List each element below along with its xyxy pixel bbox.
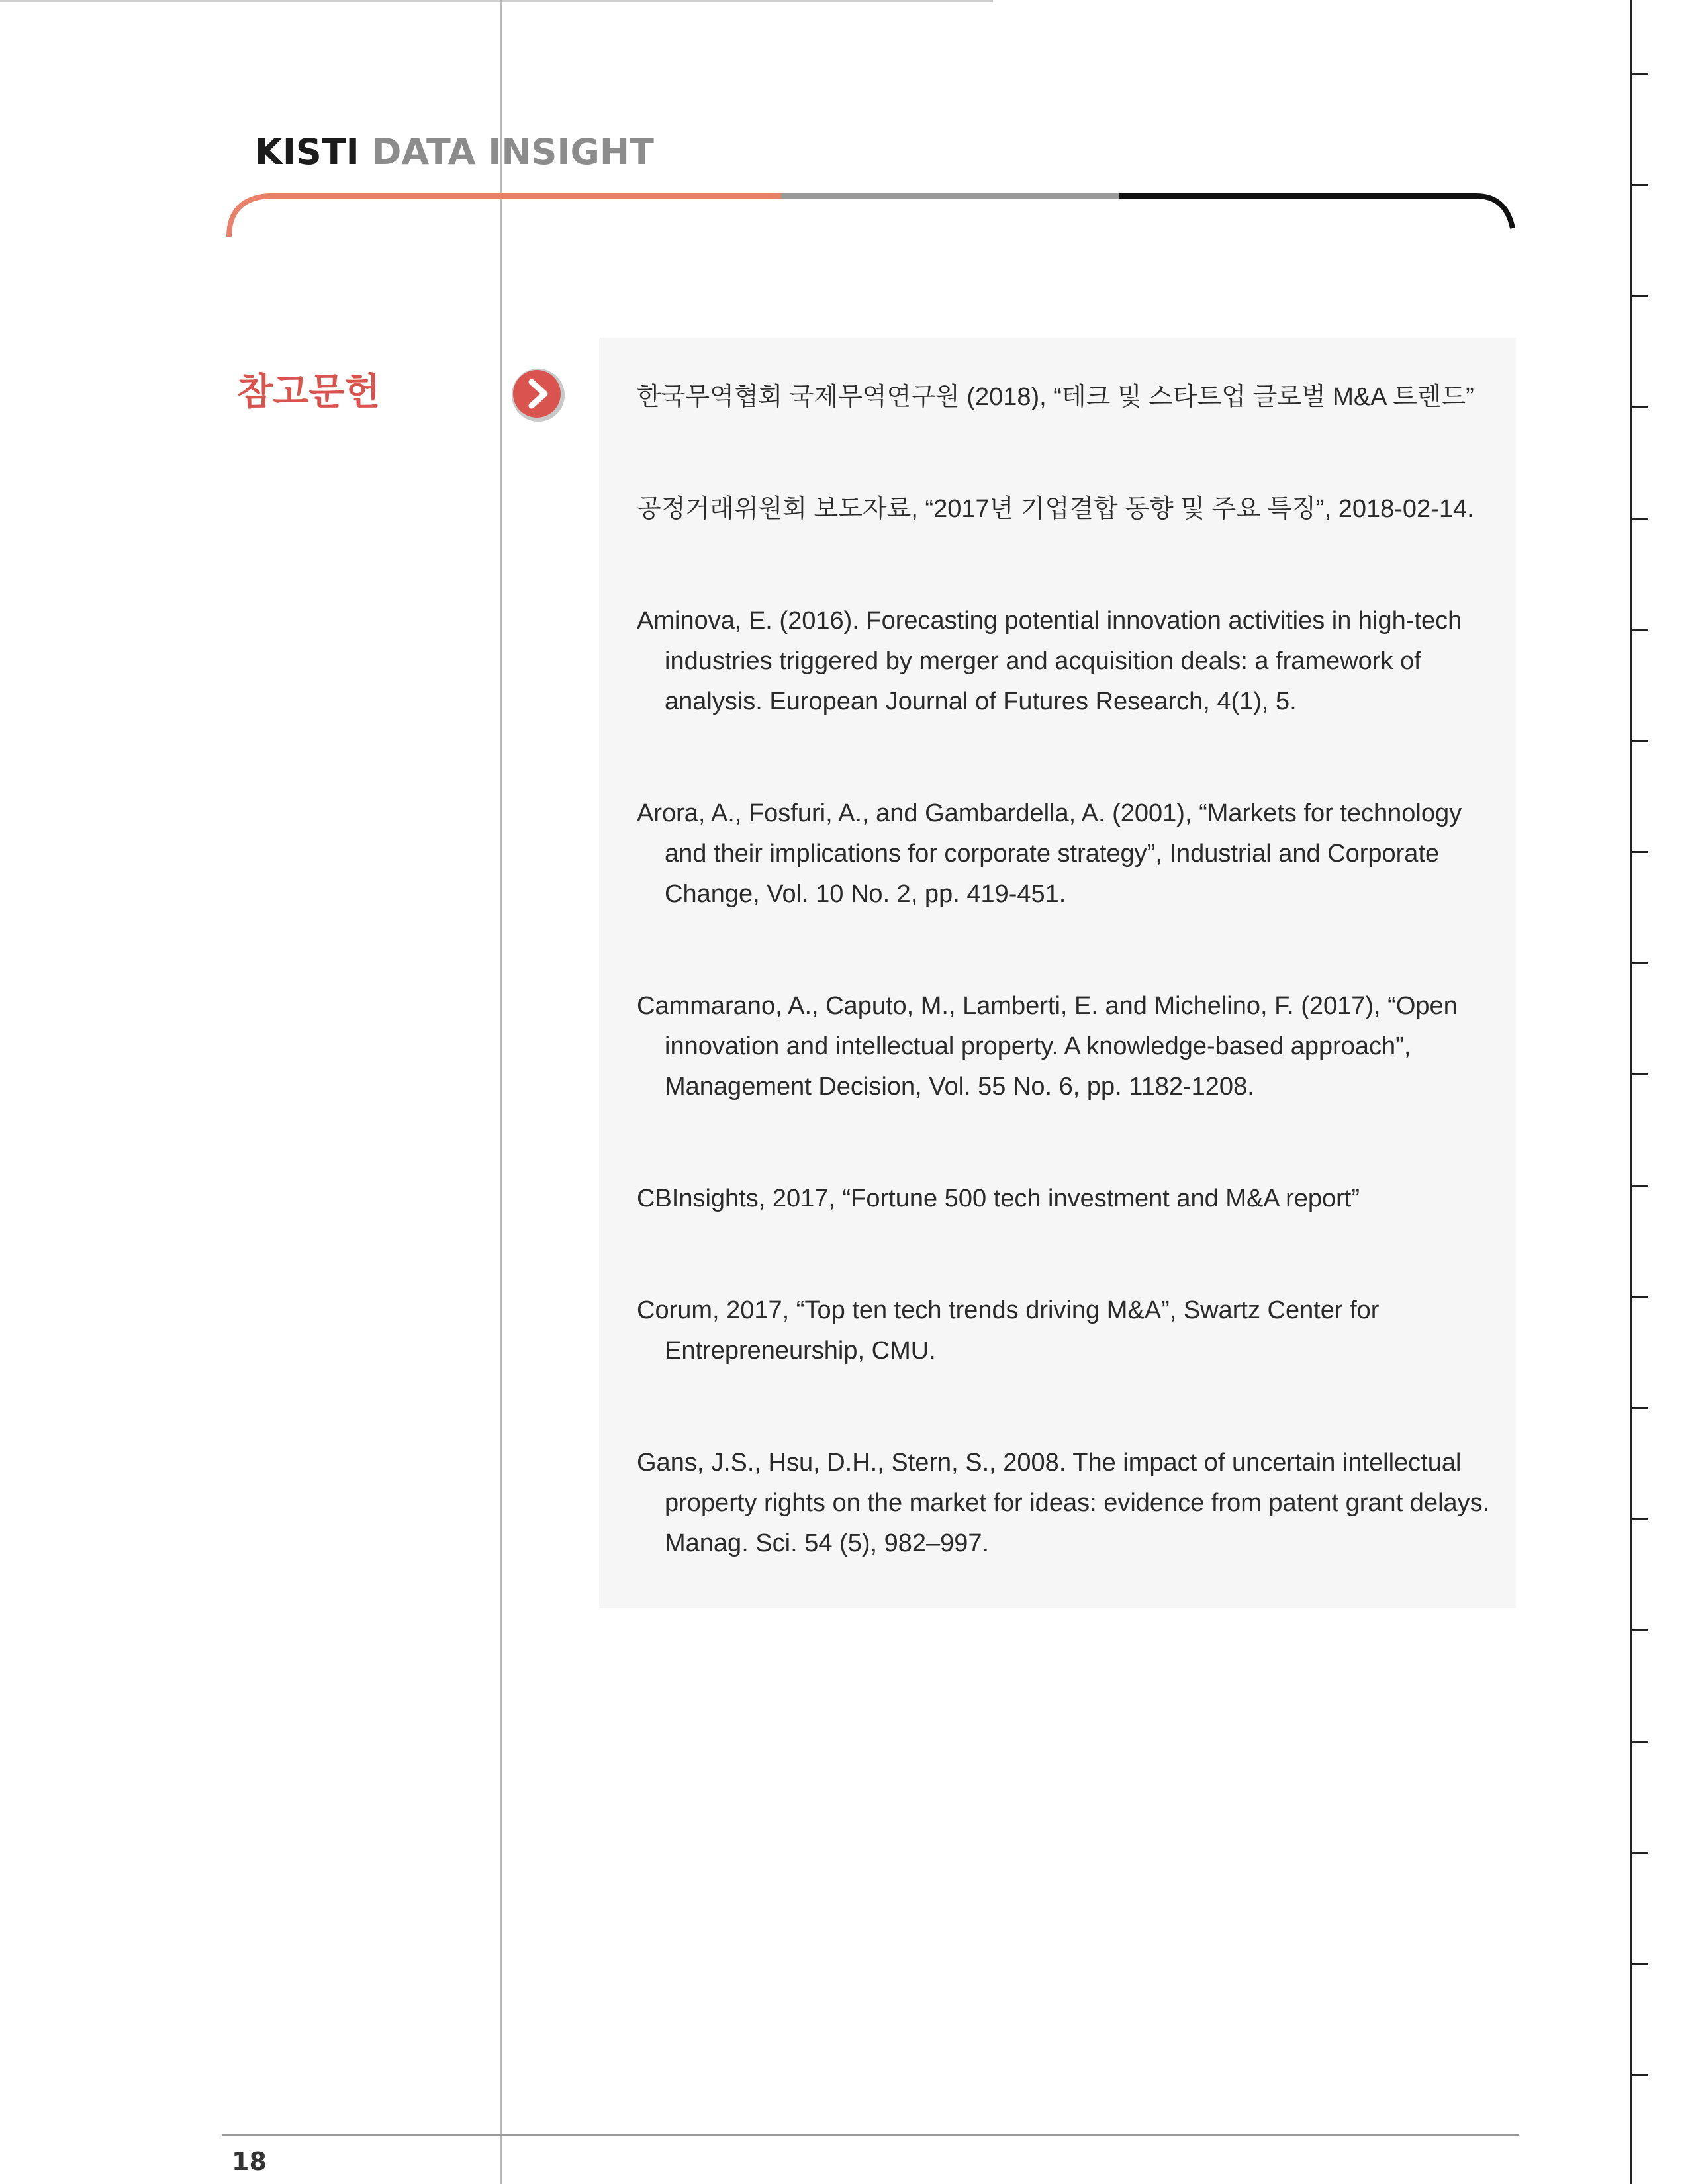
- page-number: 18: [232, 2147, 267, 2176]
- reference-item: 공정거래위원회 보도자료, “2017년 기업결합 동향 및 주요 특징”, 2018-02-14.: [637, 495, 1474, 523]
- binding-tick: [1630, 1852, 1648, 1854]
- binding-tick: [1630, 2074, 1648, 2076]
- brand-primary: KISTI: [255, 131, 359, 173]
- section-title: 참고문헌: [237, 371, 381, 414]
- binding-tick: [1630, 1629, 1648, 1631]
- reference-item: CBInsights, 2017, “Fortune 500 tech investment and M&A report”: [637, 1185, 1360, 1212]
- reference-item: Corum, 2017, “Top ten tech trends driving M&A”, Swartz Center for Entrepreneurship, CMU.: [637, 1297, 1380, 1365]
- binding-tick: [1630, 73, 1648, 75]
- binding-tick: [1630, 1185, 1648, 1187]
- binding-tick: [1630, 740, 1648, 742]
- binding-tick: [1630, 295, 1648, 297]
- reference-item: Arora, A., Fosfuri, A., and Gambardella, A. (2001), “Markets for technology and their implications for corporate strategy”, Industrial and Corporate Change, Vol. 10 No. 2, pp. 419-451.: [637, 799, 1462, 908]
- header-rule: [218, 179, 1542, 251]
- binding-tick: [1630, 184, 1648, 186]
- reference-item: 한국무역협회 국제무역연구원 (2018), “테크 및 스타트업 글로벌 M&A 트렌드”: [637, 383, 1474, 411]
- fold-line: [500, 0, 502, 2184]
- binding-tick: [1630, 1518, 1648, 1520]
- binding-edge: [1630, 0, 1632, 2184]
- binding-tick: [1630, 1741, 1648, 1743]
- binding-tick: [1630, 851, 1648, 853]
- top-scan-line: [0, 0, 993, 2]
- reference-item: Aminova, E. (2016). Forecasting potential innovation activities in high-tech industries triggered by merger and acquisition deals: a framework of analysis. European Journal of Futures Research, 4(1), 5.: [637, 607, 1462, 715]
- binding-tick: [1630, 1407, 1648, 1409]
- binding-tick: [1630, 406, 1648, 408]
- binding-tick: [1630, 518, 1648, 520]
- footer-rule: [222, 2134, 1519, 2136]
- reference-item: Cammarano, A., Caputo, M., Lamberti, E. and Michelino, F. (2017), “Open innovation and intellectual property. A knowledge-based approach”, Management Decision, Vol. 55 No. 6, pp. 1182-1208.: [637, 992, 1458, 1101]
- chevron-right-circle-icon: [508, 365, 568, 425]
- binding-tick: [1630, 962, 1648, 964]
- reference-item: Gans, J.S., Hsu, D.H., Stern, S., 2008. The impact of uncertain intellectual property rights on the market for ideas: evidence from patent grant delays. Manag. Sci. 54 (5), 982–997.: [637, 1449, 1490, 1557]
- reference-list: [637, 377, 1491, 1635]
- binding-tick: [1630, 1296, 1648, 1298]
- brand-secondary: DATA INSIGHT: [371, 131, 654, 173]
- brand-title: [255, 131, 654, 173]
- binding-tick: [1630, 1073, 1648, 1075]
- binding-tick: [1630, 1963, 1648, 1965]
- binding-tick: [1630, 629, 1648, 631]
